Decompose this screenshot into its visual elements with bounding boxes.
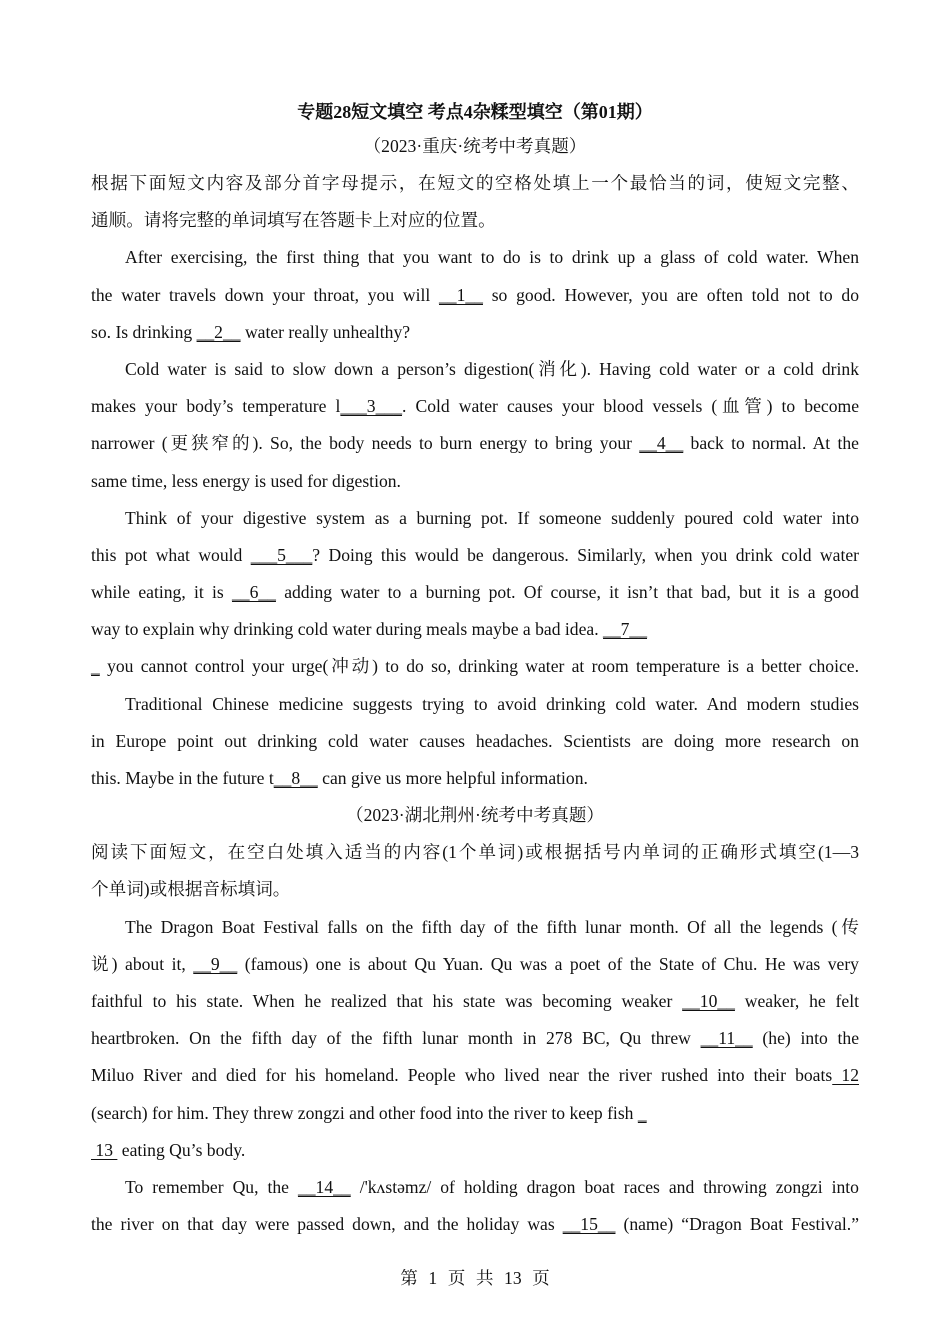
passage-line: narrower (更狭窄的). So, the body needs to burn energy to bring your __4__ back to normal. At the [91, 433, 859, 454]
document-page [91, 96, 859, 1243]
answer-blank-15: __15__ [562, 1214, 616, 1235]
section2-instruction-line: 个单词)或根据音标填词。 [91, 879, 291, 900]
answer-blank-6: __6__ [231, 582, 276, 603]
passage-line: (search) for him. They threw zongzi and other food into the river to keep fish _ [91, 1102, 647, 1123]
passage-line: _ you cannot control your urge(冲动) to do so, drinking water at room temperature is a better choice. [91, 656, 859, 677]
answer-blank-10: __10__ [682, 990, 735, 1011]
passage-line: while eating, it is __6__ adding water to a burning pot. Of course, it isn’t that bad, but it is a good [91, 582, 859, 603]
passage-line: 13 eating Qu’s body. [91, 1139, 246, 1160]
passage-line: The Dragon Boat Festival falls on the fifth day of the fifth lunar month. Of all the legends (传 [125, 916, 859, 937]
section2-instruction-line: 阅读下面短文，在空白处填入适当的内容(1个单词)或根据括号内单词的正确形式填空(1—3 [91, 842, 859, 863]
answer-blank-9: __9__ [193, 953, 238, 974]
answer-blank-13: 13 [91, 1139, 118, 1160]
passage-line: Miluo River and died for his homeland. People who lived near the river rushed into their boats 12 [91, 1065, 859, 1086]
answer-blank-8: __8__ [273, 768, 318, 788]
page-footer: 第 1 页 共 13 页 [400, 1268, 550, 1288]
passage-line: this pot what would ___5___? Doing this would be dangerous. Similarly, when you drink cold water [91, 544, 859, 565]
passage-line: 说) about it, __9__ (famous) one is about Qu Yuan. Qu was a poet of the State of Chu. He was very [91, 953, 859, 974]
passage-line: Traditional Chinese medicine suggests trying to avoid drinking cold water. And modern studies [125, 693, 859, 714]
section1-source: （2023·重庆·统考中考真题） [363, 136, 587, 156]
passage-line: the water travels down your throat, you will __1__ so good. However, you are often told not to do [91, 284, 859, 305]
passage-line: way to explain why drinking cold water during meals maybe a bad idea. __7__ [91, 619, 648, 640]
answer-blank-2: __2__ [196, 321, 241, 342]
section1-instruction-line: 通顺。请将完整的单词填写在答题卡上对应的位置。 [91, 210, 496, 231]
passage-line: heartbroken. On the fifth day of the fifth lunar month in 278 BC, Qu threw __11__ (he) into the [91, 1028, 860, 1049]
answer-blank-5: ___5___ [250, 544, 313, 565]
section1-instruction-line: 根据下面短文内容及部分首字母提示，在短文的空格处填上一个最恰当的词，使短文完整、 [91, 173, 859, 193]
passage-line: in Europe point out drinking cold water causes headaches. Scientists are doing more research on [91, 730, 859, 751]
answer-blank-4: __4__ [639, 433, 684, 454]
answer-blank-7: __7__ [603, 619, 648, 640]
passage-line: makes your body’s temperature l___3___. Cold water causes your blood vessels (血管) to become [91, 396, 860, 417]
answer-blank-13-lead: _ [637, 1102, 647, 1123]
answer-blank-1: __1__ [438, 284, 483, 305]
passage-line: faithful to his state. When he realized that his state was becoming weaker __10__ weaker, he felt [91, 990, 859, 1011]
passage-line: the river on that day were passed down, and the holiday was __15__ (name) “Dragon Boat Festival.” [91, 1214, 859, 1235]
passage-line: so. Is drinking __2__ water really unhealthy? [91, 321, 411, 342]
answer-blank-3: ___3___ [340, 396, 402, 417]
answer-blank-12: 12 [832, 1065, 859, 1086]
section2-source: （2023·湖北荆州·统考中考真题） [345, 805, 605, 826]
passage-line: this. Maybe in the future t__8__ can give us more helpful information. [91, 768, 588, 788]
answer-blank-11: __11__ [700, 1028, 753, 1049]
answer-blank-7-tail: _ [91, 656, 100, 677]
passage-line: Think of your digestive system as a burning pot. If someone suddenly poured cold water into [125, 507, 859, 528]
passage-line: same time, less energy is used for digestion. [91, 470, 401, 491]
document-title: 专题28短文填空 考点4杂糅型填空（第01期） [297, 102, 653, 122]
answer-blank-14: __14__ [297, 1176, 351, 1197]
passage-line: To remember Qu, the __14__ /'kʌstəmz/ of holding dragon boat races and throwing zongzi into [125, 1176, 859, 1197]
passage-line: After exercising, the first thing that you want to do is to drink up a glass of cold water. When [125, 247, 859, 268]
passage-line: Cold water is said to slow down a person’s digestion(消化). Having cold water or a cold drink [125, 358, 859, 379]
